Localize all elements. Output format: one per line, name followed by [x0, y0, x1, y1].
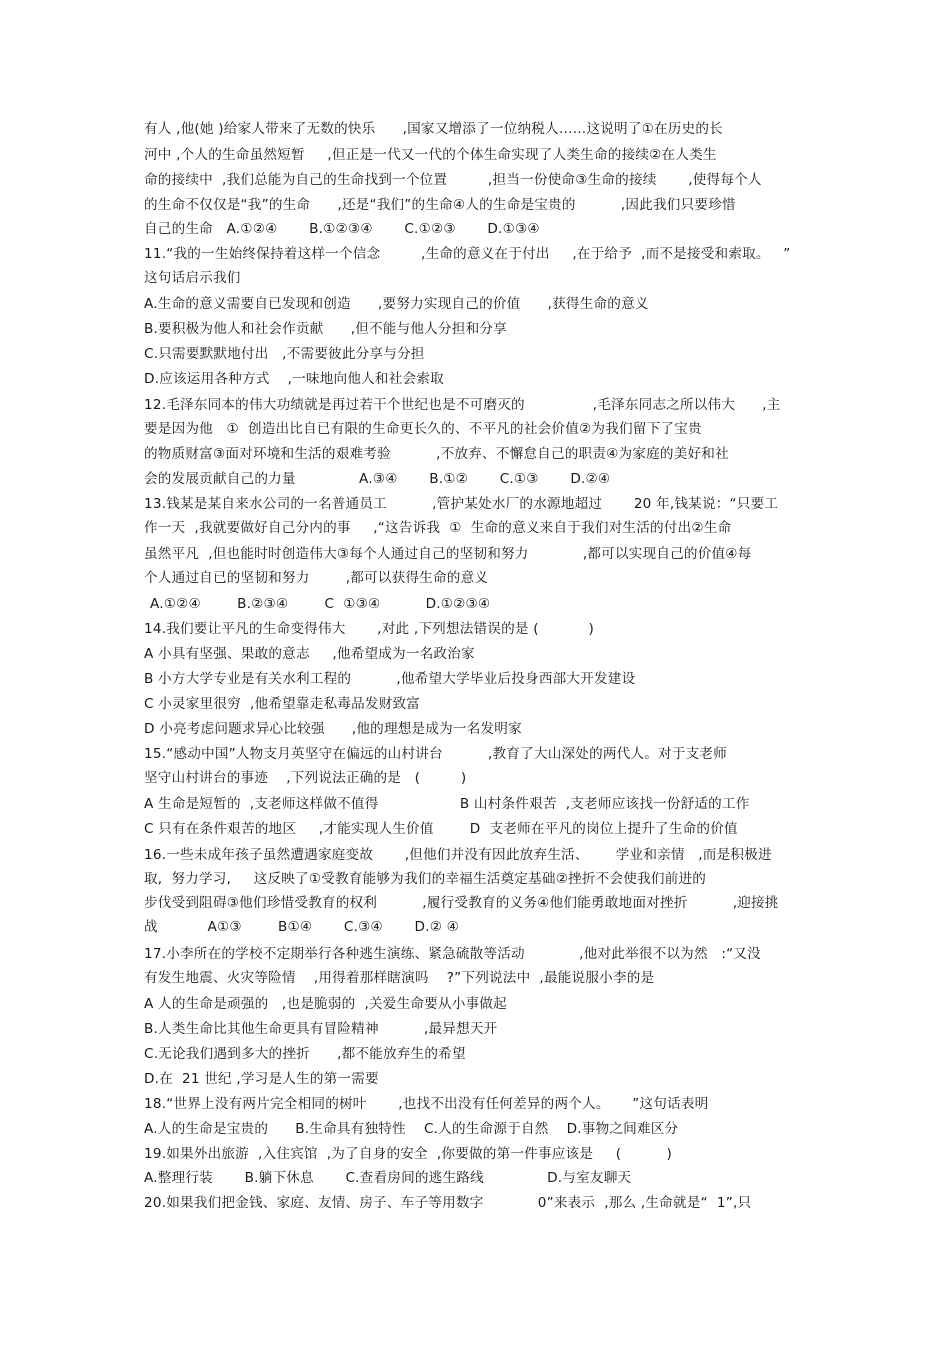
text-line: A 生命是短暂的 ,支老师这样做不值得 B 山村条件艰苦 ,支老师应该找一份舒适的工作: [144, 796, 750, 812]
text-line: D.在 21 世纪 ,学习是人生的第一需要: [144, 1071, 379, 1087]
text-line: A 人的生命是顽强的 ,也是脆弱的 ,关爱生命要从小事做起: [144, 996, 507, 1012]
text-line: 20.如果我们把金钱、家庭、友情、房子、车子等用数字 0”来表示 ,那么 ,生命就是“ 1”,只: [144, 1195, 752, 1211]
text-line: 河中 ,个人的生命虽然短暂 ,但正是一代又一代的个体生命实现了人类生命的接续②在人类生: [144, 147, 717, 163]
text-line: A.整理行装 B.躺下休息 C.查看房间的逃生路线 D.与室友聊天: [144, 1170, 632, 1186]
text-line: B.人类生命比其他生命更具有冒险精神 ,最异想天开: [144, 1021, 498, 1037]
text-line: 的物质财富③面对环境和生活的艰难考验 ,不放弃、不懈怠自己的职责④为家庭的美好和社: [144, 446, 729, 462]
text-line: 个人通过自已的坚韧和努力 ,都可以获得生命的意义: [144, 570, 489, 586]
text-line: 15.“感动中国”人物支月英坚守在偏远的山村讲台 ,教育了大山深处的两代人。对于支老师: [144, 746, 728, 762]
text-line: C.无论我们遇到多大的挫折 ,都不能放弃生的希望: [144, 1046, 466, 1062]
text-line: D.应该运用各种方式 ,一味地向他人和社会索取: [144, 371, 444, 387]
text-line: B.要积极为他人和社会作贡献 ,但不能与他人分担和分享: [144, 321, 507, 337]
text-line: 作一天 ,我就要做好自己分内的事 ,“这告诉我 ① 生命的意义来自于我们对生活的付出②生命: [144, 520, 732, 536]
text-line: 命的接续中 ,我们总能为自己的生命找到一个位置 ,担当一份使命③生命的接续 ,使得每个人: [144, 172, 762, 188]
text-line: C.只需要默默地付出 ,不需要彼此分享与分担: [144, 346, 425, 362]
text-line: A.人的生命是宝贵的 B.生命具有独特性 C.人的生命源于自然 D.事物之间难区分: [144, 1121, 679, 1137]
text-line: B 小方大学专业是有关水利工程的 ,他希望大学毕业后投身西部大开发建设: [144, 671, 636, 687]
text-line: 会的发展贡献自己的力量 A.③④ B.①② C.①③ D.②④: [144, 471, 611, 487]
text-line: A 小具有坚强、果敢的意志 ,他希望成为一名政治家: [144, 646, 475, 662]
text-line: 14.我们要让平凡的生命变得伟大 ,对此 ,下列想法错误的是 ( ): [144, 621, 594, 637]
text-line: 坚守山村讲台的事迹 ,下列说法正确的是 ( ): [144, 770, 467, 786]
text-line: 战 A①③ B①④ C.③④ D.② ④: [144, 919, 460, 935]
text-line: 19.如果外出旅游 ,入住宾馆 ,为了自身的安全 ,你要做的第一件事应该是 ( ): [144, 1146, 672, 1162]
text-line: 12.毛泽东同本的伟大功绩就是再过若干个世纪也是不可磨灭的 ,毛泽东同志之所以伟大 ,主: [144, 397, 781, 413]
text-line: 18.“世界上没有两片完全相同的树叶 ,也找不出没有任何差异的两个人。 ”这句话表明: [144, 1096, 709, 1112]
text-line: 11.“我的一生始终保持着这样一个信念 ,生命的意义在于付出 ,在于给予 ,而不是接受和索取。 ”: [144, 246, 791, 262]
text-line: 17.小李所在的学校不定期举行各种逃生演练、紧急硫散等活动 ,他对此举很不以为然 :“又没: [144, 946, 761, 962]
text-line: D 小亮考虑问题求异心比较强 ,他的理想是成为一名发明家: [144, 721, 522, 737]
text-line: 13.钱某是某自来水公司的一名普通员工 ,管护某处水厂的水源地超过 20 年,钱某说：“只要工: [144, 496, 779, 512]
text-line: C 小灵家里很穷 ,他希望靠走私毒品发财致富: [144, 696, 421, 712]
text-line: C 只有在条件艰苦的地区 ,才能实现人生价值 D 支老师在平凡的岗位上提升了生命的价值: [144, 821, 738, 837]
text-line: 的生命不仅仅是“我”的生命 ,还是“我们”的生命④人的生命是宝贵的 ,因此我们只要珍惜: [144, 197, 736, 213]
text-line: 要是因为他 ① 创造出比自已有限的生命更长久的、不平凡的社会价值②为我们留下了宝贵: [144, 421, 702, 437]
text-line: 有人 ,他(她 )给家人带来了无数的快乐 ,国家又增添了一位纳税人……这说明了①在历史的长: [144, 121, 723, 137]
text-line: A.①②④ B.②③④ C ①③④ D.①②③④: [150, 596, 491, 612]
text-line: 步伐受到阻碍③他们珍惜受教育的权利 ,履行受教育的义务④他们能勇敢地面对挫折 ,迎接挑: [144, 895, 779, 911]
text-line: A.生命的意义需要自已发现和创造 ,要努力实现自己的价值 ,获得生命的意义: [144, 296, 649, 312]
text-line: 有发生地震、火灾等险情 ,用得着那样瞎演吗 ?”下列说法中 ,最能说服小李的是: [144, 970, 655, 986]
text-line: 16.一些未成年孩子虽然遭遇家庭变故 ,但他们并没有因此放弃生活、 学业和亲情 ,而是积极进: [144, 847, 772, 863]
text-line: 这句话启示我们: [144, 270, 241, 286]
text-line: 自己的生命 A.①②④ B.①②③④ C.①②③ D.①③④: [144, 221, 540, 237]
text-line: 取, 努力学习, 这反映了①受教育能够为我们的幸福生活奠定基础②挫折不会使我们前进的: [144, 871, 707, 887]
text-line: 虽然平凡 ,但也能时时创造伟大③每个人通过自己的坚韧和努力 ,都可以实现自己的价值④每: [144, 546, 752, 562]
